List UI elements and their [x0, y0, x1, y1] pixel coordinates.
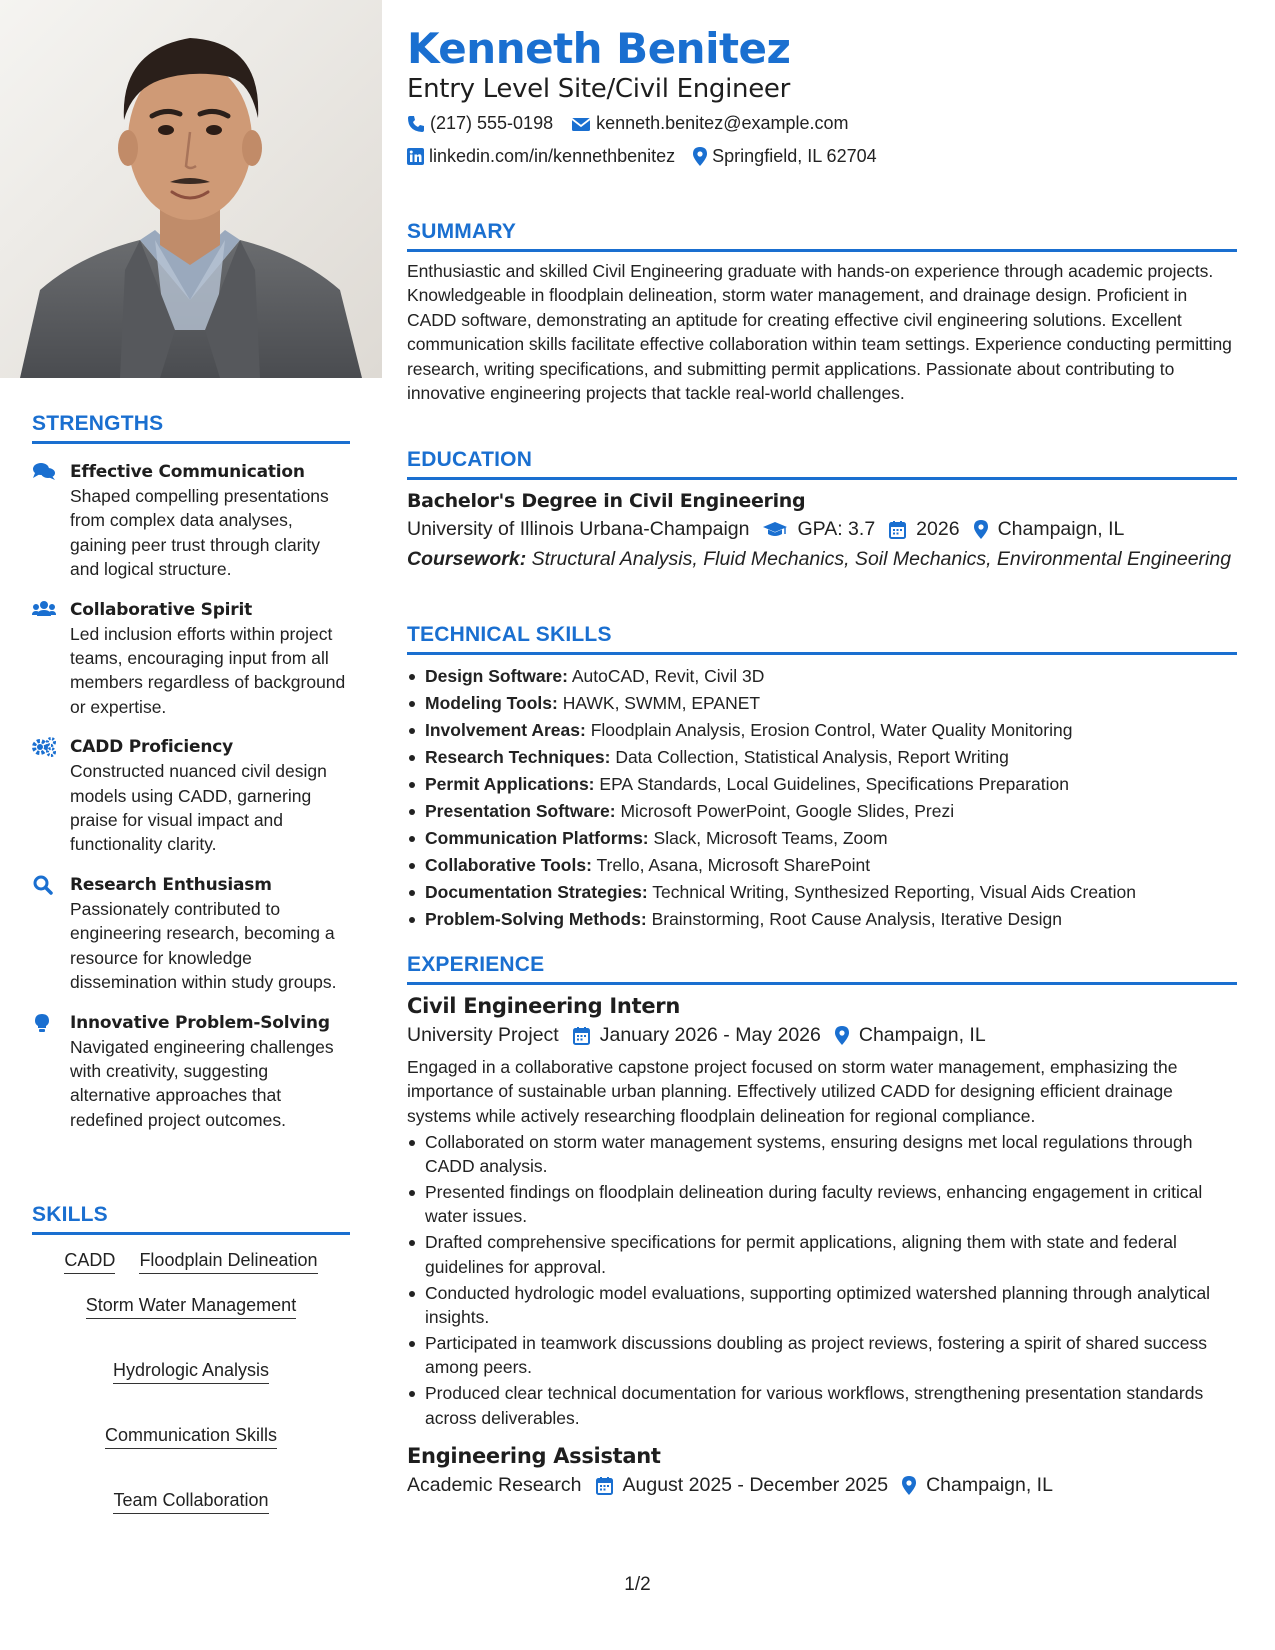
technical-skills-list	[407, 663, 1237, 933]
skill-label: Permit Applications:	[425, 774, 595, 794]
technical-skills-rule	[407, 652, 1237, 655]
job-dates	[573, 1024, 821, 1047]
gears-icon	[32, 737, 56, 757]
strength-desc: Constructed nuanced civil design models using CADD, garnering praise for visual impact and functionality clarity.	[70, 761, 327, 855]
list-item: Collaborated on storm water management systems, ensuring designs met local regulations through CADD analysis.	[407, 1130, 1237, 1179]
candidate-name: Kenneth Benitez	[407, 24, 791, 73]
strength-title: Effective Communication	[70, 462, 305, 482]
school-text: University of Illinois Urbana-Champaign	[407, 518, 750, 540]
skill-label: Problem-Solving Methods:	[425, 909, 647, 929]
skill-tag: Team Collaboration	[113, 1489, 268, 1514]
email-contact[interactable]	[571, 113, 848, 134]
education-section	[407, 448, 1237, 571]
chat-bubbles-icon	[32, 462, 56, 482]
contact-row	[407, 146, 895, 167]
gpa-text: GPA: 3.7	[797, 518, 876, 540]
strength-title: Collaborative Spirit	[70, 599, 253, 620]
list-item	[407, 717, 1237, 744]
strength-item	[32, 873, 350, 995]
phone-text: (217) 555-0198	[430, 113, 554, 133]
edu-location-text: Champaign, IL	[997, 518, 1125, 540]
map-pin-icon	[974, 520, 988, 539]
candidate-headline: Entry Level Site/Civil Engineer	[407, 74, 790, 104]
users-icon	[32, 600, 56, 620]
linkedin-text: linkedin.com/in/kennethbenitez	[429, 146, 676, 166]
skill-tag: Floodplain Delineation	[139, 1249, 317, 1274]
graduation-year	[889, 518, 959, 541]
strength-desc: Led inclusion efforts within project teams, encouraging input from all members regardless of background or expertise.	[70, 623, 346, 717]
skill-label: Presentation Software:	[425, 801, 616, 821]
technical-skills-heading: TECHNICAL SKILLS	[407, 623, 612, 646]
calendar-icon	[889, 520, 906, 539]
job-location	[902, 1474, 1053, 1497]
search-icon	[32, 875, 56, 895]
strength-title: Research Enthusiasm	[70, 874, 272, 895]
list-item	[407, 825, 1237, 852]
job-meta	[407, 1474, 1237, 1497]
map-pin-icon	[693, 147, 707, 166]
skill-value: Microsoft PowerPoint, Google Slides, Prezi	[620, 801, 955, 821]
skills-section	[32, 1203, 350, 1514]
strength-title: Innovative Problem-Solving	[70, 1012, 330, 1033]
job-meta	[407, 1024, 1237, 1047]
email-text: kenneth.benitez@example.com	[596, 113, 849, 133]
lightbulb-icon	[32, 1013, 56, 1033]
list-item	[407, 879, 1237, 906]
phone-contact[interactable]	[407, 113, 553, 134]
list-item	[407, 690, 1237, 717]
job-entry	[407, 994, 1237, 1430]
linkedin-icon	[407, 148, 424, 165]
summary-heading: SUMMARY	[407, 220, 517, 243]
technical-skills-section	[407, 623, 1237, 933]
gpa	[763, 518, 875, 541]
map-pin-icon	[835, 1026, 849, 1045]
summary-rule	[407, 249, 1237, 252]
education-location	[974, 518, 1125, 541]
degree-title: Bachelor's Degree in Civil Engineering	[407, 490, 806, 512]
experience-section	[407, 953, 1237, 1497]
coursework-label: Coursework:	[407, 548, 527, 570]
education-meta	[407, 518, 1237, 541]
skill-value: Data Collection, Statistical Analysis, Report Writing	[615, 747, 1009, 767]
summary-text: Enthusiastic and skilled Civil Engineering graduate with hands-on experience through academic projects. Knowledgeable in floodplain delineation, storm water management, and drainage design. Proficient in CADD software, demonstrating an aptitude for creating effective civil engineering solutions. Excellent communication skills facilitate effective collaboration within team settings. Experience conducting permitting research, writing specifications, and submitting permit applications. Passionate about contributing to innovative engineering projects that tackle real-world challenges.	[407, 261, 1232, 404]
left-column	[0, 0, 382, 1650]
skill-value: AutoCAD, Revit, Civil 3D	[571, 666, 765, 686]
skill-value: Trello, Asana, Microsoft SharePoint	[596, 855, 871, 875]
strength-desc: Navigated engineering challenges with creativity, suggesting alternative approaches that redefined project outcomes.	[70, 1036, 334, 1130]
job-title: Civil Engineering Intern	[407, 994, 680, 1018]
strength-item	[32, 598, 350, 720]
job-org	[407, 1024, 559, 1047]
skill-tag: Communication Skills	[105, 1424, 277, 1449]
education-rule	[407, 477, 1237, 480]
list-item	[407, 744, 1237, 771]
skill-label: Collaborative Tools:	[425, 855, 592, 875]
list-item: Produced clear technical documentation for various workflows, strengthening presentation standards across deliverables.	[407, 1381, 1237, 1430]
list-item: Participated in teamwork discussions doubling as project reviews, fostering a spirit of shared success among peers.	[407, 1331, 1237, 1380]
org-text: Academic Research	[407, 1474, 582, 1497]
strengths-heading: STRENGTHS	[32, 412, 164, 435]
dates-text: August 2025 - December 2025	[622, 1474, 889, 1497]
skill-label: Modeling Tools:	[425, 693, 558, 713]
skill-value: Technical Writing, Synthesized Reporting, Visual Aids Creation	[652, 882, 1137, 902]
calendar-icon	[596, 1476, 613, 1495]
strengths-section	[32, 412, 350, 1132]
list-item	[407, 906, 1237, 933]
coursework	[407, 547, 1237, 571]
skill-label: Involvement Areas:	[425, 720, 586, 740]
experience-heading: EXPERIENCE	[407, 953, 545, 976]
skill-value: HAWK, SWMM, EPANET	[562, 693, 761, 713]
education-heading: EDUCATION	[407, 448, 533, 471]
skill-label: Documentation Strategies:	[425, 882, 648, 902]
list-item	[407, 771, 1237, 798]
job-dates	[596, 1474, 889, 1497]
summary-section	[407, 220, 1237, 405]
strength-title: CADD Proficiency	[70, 737, 234, 758]
page-number: 1/2	[624, 1574, 651, 1595]
school-name	[407, 518, 749, 541]
calendar-icon	[573, 1026, 590, 1045]
skill-label: Communication Platforms:	[425, 828, 649, 848]
graduation-cap-icon	[763, 521, 787, 539]
skill-value: Brainstorming, Root Cause Analysis, Iterative Design	[651, 909, 1063, 929]
location-text: Springfield, IL 62704	[712, 146, 877, 166]
skills-list	[32, 1249, 350, 1514]
envelope-icon	[571, 116, 591, 132]
skill-label: Research Techniques:	[425, 747, 611, 767]
linkedin-contact[interactable]	[407, 146, 675, 167]
job-org	[407, 1474, 582, 1497]
skill-value: Slack, Microsoft Teams, Zoom	[653, 828, 888, 848]
map-pin-icon	[902, 1476, 916, 1495]
profile-photo	[0, 0, 382, 378]
list-item	[407, 663, 1237, 690]
list-item	[407, 798, 1237, 825]
skill-tag: Storm Water Management	[86, 1294, 296, 1319]
contact-row	[407, 113, 867, 134]
skill-tag: CADD	[64, 1249, 115, 1274]
strength-desc: Passionately contributed to engineering research, becoming a resource for knowledge dissemination within study groups.	[70, 898, 337, 993]
list-item: Presented findings on floodplain delineation during faculty reviews, enhancing engagement in critical water issues.	[407, 1180, 1237, 1229]
job-location-text: Champaign, IL	[926, 1474, 1053, 1497]
coursework-text: Structural Analysis, Fluid Mechanics, Soil Mechanics, Environmental Engineering	[531, 548, 1232, 570]
phone-icon	[407, 115, 425, 133]
job-location-text: Champaign, IL	[858, 1024, 986, 1046]
skills-heading: SKILLS	[32, 1203, 108, 1226]
list-item	[407, 852, 1237, 879]
skill-tag: Hydrologic Analysis	[113, 1359, 269, 1384]
job-entry	[407, 1444, 1237, 1497]
skill-value: Floodplain Analysis, Erosion Control, Water Quality Monitoring	[590, 720, 1073, 740]
skill-label: Design Software:	[425, 666, 568, 686]
job-location	[835, 1024, 986, 1047]
strength-desc: Shaped compelling presentations from complex data analyses, gaining peer trust through clarity and logical structure.	[70, 486, 329, 580]
skill-value: EPA Standards, Local Guidelines, Specifications Preparation	[599, 774, 1069, 794]
dates-text: January 2026 - May 2026	[599, 1024, 821, 1046]
list-item: Conducted hydrologic model evaluations, supporting optimized watershed planning through analytical insights.	[407, 1281, 1237, 1330]
strength-item	[32, 1011, 350, 1133]
job-description: Engaged in a collaborative capstone project focused on storm water management, emphasizing the importance of sustainable urban planning. Effectively utilized CADD for designing efficient drainage systems while actively researching floodplain delineation for regional compliance.	[407, 1057, 1178, 1126]
job-title: Engineering Assistant	[407, 1444, 661, 1469]
strength-item	[32, 735, 350, 857]
experience-rule	[407, 982, 1237, 985]
strength-item	[32, 460, 350, 582]
skills-rule	[32, 1232, 350, 1235]
strengths-rule	[32, 441, 350, 444]
org-text: University Project	[407, 1024, 559, 1046]
list-item: Drafted comprehensive specifications for permit applications, aligning them with state and federal guidelines for approval.	[407, 1230, 1237, 1279]
location-contact	[693, 146, 876, 167]
year-text: 2026	[916, 518, 960, 540]
job-bullets	[407, 1130, 1237, 1430]
